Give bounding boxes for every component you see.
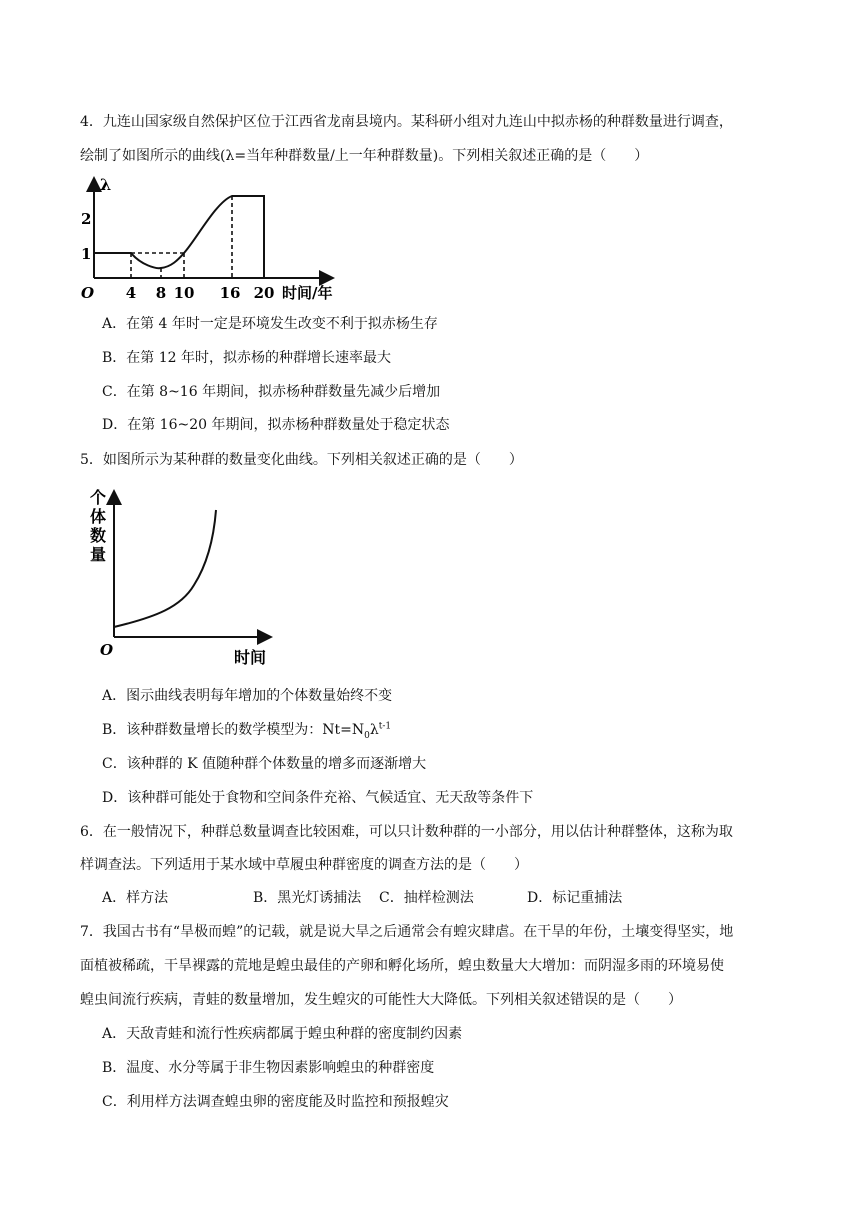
q5-y-label-char-3: 数 bbox=[90, 526, 107, 545]
q4-stem-line1: 4．九连山国家级自然保护区位于江西省龙南县境内。某科研小组对九连山中拟赤杨的种群数量进行调查， bbox=[80, 114, 733, 130]
q4-option-a: A．在第 4 年时一定是环境发生改变不利于拟赤杨生存 bbox=[102, 316, 438, 332]
q7-option-a: A．天敌青蛙和流行性疾病都属于蝗虫种群的密度制约因素 bbox=[102, 1026, 463, 1042]
q7-stem-line2: 面植被稀疏，干旱裸露的荒地是蝗虫最佳的产卵和孵化场所，蝗虫数量大大增加：而阴湿多雨的环境易使 bbox=[80, 958, 724, 974]
q6-stem-line2: 样调查法。下列适用于某水域中草履虫种群密度的调查方法的是（ ） bbox=[80, 857, 528, 873]
q4-xtick-4: 4 bbox=[125, 284, 137, 302]
q6-stem-line1: 6．在一般情况下，种群总数量调查比较困难，可以只计数种群的一小部分，用以估计种群整体，这称为取 bbox=[80, 824, 733, 840]
q5-option-b-lambda: λ bbox=[369, 722, 379, 738]
q5-option-b-text: B．该种群数量增长的数学模型为：Nt=N bbox=[102, 722, 365, 738]
q6-option-b: B．黑光灯诱捕法 bbox=[253, 890, 362, 906]
q5-option-c: C．该种群的 K 值随种群个体数量的增多而逐渐增大 bbox=[102, 756, 427, 772]
q5-option-a: A．图示曲线表明每年增加的个体数量始终不变 bbox=[102, 688, 393, 704]
q4-xtick-20: 20 bbox=[253, 284, 275, 302]
q4-option-d: D．在第 16~20 年期间，拟赤杨种群数量处于稳定状态 bbox=[102, 417, 450, 433]
q7-option-c: C．利用样方法调查蝗虫卵的密度能及时监控和预报蝗灾 bbox=[102, 1094, 449, 1110]
q5-x-label: 时间 bbox=[234, 648, 267, 667]
q4-lambda-chart bbox=[76, 172, 356, 304]
q5-y-label-char-1: 个 bbox=[90, 488, 107, 507]
q5-origin: O bbox=[100, 641, 114, 659]
q4-xtick-8: 8 bbox=[155, 284, 167, 302]
q4-lambda-curve bbox=[94, 196, 264, 278]
q5-j-curve bbox=[114, 510, 216, 627]
q4-option-b: B．在第 12 年时，拟赤杨的种群增长速率最大 bbox=[102, 350, 392, 366]
q6-option-c: C．抽样检测法 bbox=[379, 890, 474, 906]
q4-x-label: 时间/年 bbox=[282, 284, 333, 302]
q6-option-a: A．样方法 bbox=[102, 890, 169, 906]
q7-stem-line1: 7．我国古书有“旱极而蝗”的记载，就是说大旱之后通常会有蝗灾肆虐。在干旱的年份，土壤变得坚实，地 bbox=[80, 924, 734, 940]
q4-ytick-2: 2 bbox=[81, 210, 92, 228]
q4-y-label: λ bbox=[100, 175, 112, 194]
q4-stem-line2: 绘制了如图所示的曲线(λ=当年种群数量/上一年种群数量)。下列相关叙述正确的是（ ） bbox=[80, 148, 649, 164]
q4-origin: O bbox=[81, 284, 95, 302]
q7-option-b: B．温度、水分等属于非生物因素影响蝗虫的种群密度 bbox=[102, 1060, 435, 1076]
q4-ytick-1: 1 bbox=[81, 245, 92, 263]
q5-stem: 5．如图所示为某种群的数量变化曲线。下列相关叙述正确的是（ ） bbox=[80, 452, 523, 468]
q5-option-b bbox=[102, 720, 391, 740]
q5-y-label-char-2: 体 bbox=[90, 507, 107, 526]
q5-growth-chart bbox=[86, 485, 286, 670]
q5-option-b-sub: 0 bbox=[364, 730, 370, 741]
q7-stem-line3: 蝗虫间流行疾病，青蛙的数量增加，发生蝗灾的可能性大大降低。下列相关叙述错误的是（ ） bbox=[80, 992, 682, 1008]
q4-xtick-10: 10 bbox=[173, 284, 195, 302]
q4-option-c: C．在第 8~16 年期间，拟赤杨种群数量先减少后增加 bbox=[102, 384, 441, 400]
q5-y-label-char-4: 量 bbox=[90, 545, 107, 564]
q5-option-d: D．该种群可能处于食物和空间条件充裕、气候适宜、无天敌等条件下 bbox=[102, 790, 534, 806]
q6-option-d: D．标记重捕法 bbox=[527, 890, 623, 906]
q5-option-b-sup: t-1 bbox=[378, 721, 392, 732]
q4-xtick-16: 16 bbox=[219, 284, 241, 302]
